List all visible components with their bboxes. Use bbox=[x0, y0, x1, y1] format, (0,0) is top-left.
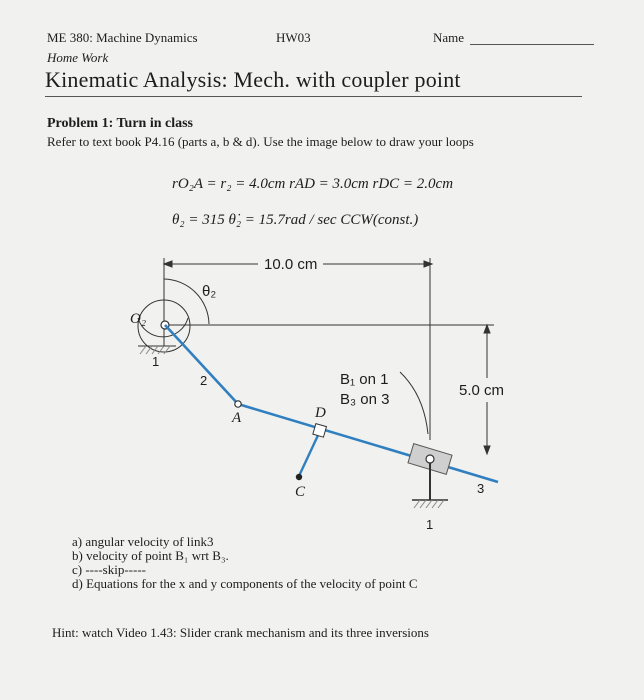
label-link-1-right: 1 bbox=[426, 517, 434, 532]
point-c bbox=[296, 474, 302, 480]
dimension-horizontal-label: 10.0 cm bbox=[264, 256, 318, 273]
page-title: Kinematic Analysis: Mech. with coupler point bbox=[45, 67, 461, 92]
question-a: a) angular velocity of link3 bbox=[72, 534, 214, 549]
point-d-block bbox=[313, 424, 327, 438]
name-label: Name bbox=[433, 30, 465, 45]
homework-subtitle: Home Work bbox=[47, 50, 109, 65]
label-c: C bbox=[295, 484, 306, 500]
label-link-1-left: 1 bbox=[152, 354, 160, 369]
course-label: ME 380: Machine Dynamics bbox=[47, 30, 198, 45]
question-b: b) velocity of point B₁ wrt B₃. bbox=[72, 548, 229, 563]
label-d: D bbox=[315, 405, 326, 421]
b-leader bbox=[400, 372, 428, 434]
question-c: c) ----skip----- bbox=[72, 562, 146, 577]
label-a: A bbox=[232, 410, 242, 426]
label-link-3: 3 bbox=[477, 481, 485, 496]
pin-a bbox=[235, 401, 241, 407]
dimension-vertical-label: 5.0 cm bbox=[459, 382, 505, 399]
label-b1: B₁ on 1 bbox=[340, 371, 389, 388]
dimension-vertical bbox=[168, 325, 494, 454]
hw-label: HW03 bbox=[276, 30, 311, 45]
label-o2: O₂ bbox=[130, 311, 147, 327]
label-theta2: θ₂ bbox=[202, 283, 217, 300]
slider-pin bbox=[426, 455, 434, 463]
label-b3: B₃ on 3 bbox=[340, 391, 390, 408]
link-3 bbox=[238, 404, 498, 482]
problem-instruction: Refer to text book P4.16 (parts a, b & d). Use the image below to draw your loops bbox=[47, 134, 474, 149]
hint-text: Hint: watch Video 1.43: Slider crank mechanism and its three inversions bbox=[52, 625, 429, 640]
equation-line-1: rO₂A = r₂ = 4.0cm rAD = 3.0cm rDC = 2.0cm bbox=[172, 176, 454, 192]
link-dc bbox=[299, 431, 320, 476]
question-d: d) Equations for the x and y components of the velocity of point C bbox=[72, 576, 418, 591]
problem-heading: Problem 1: Turn in class bbox=[47, 116, 193, 131]
equation-line-2: θ₂ = 315 θ̇₂ = 15.7rad / sec CCW(const.) bbox=[172, 212, 419, 228]
label-link-2: 2 bbox=[200, 373, 208, 388]
link-2 bbox=[165, 325, 238, 404]
